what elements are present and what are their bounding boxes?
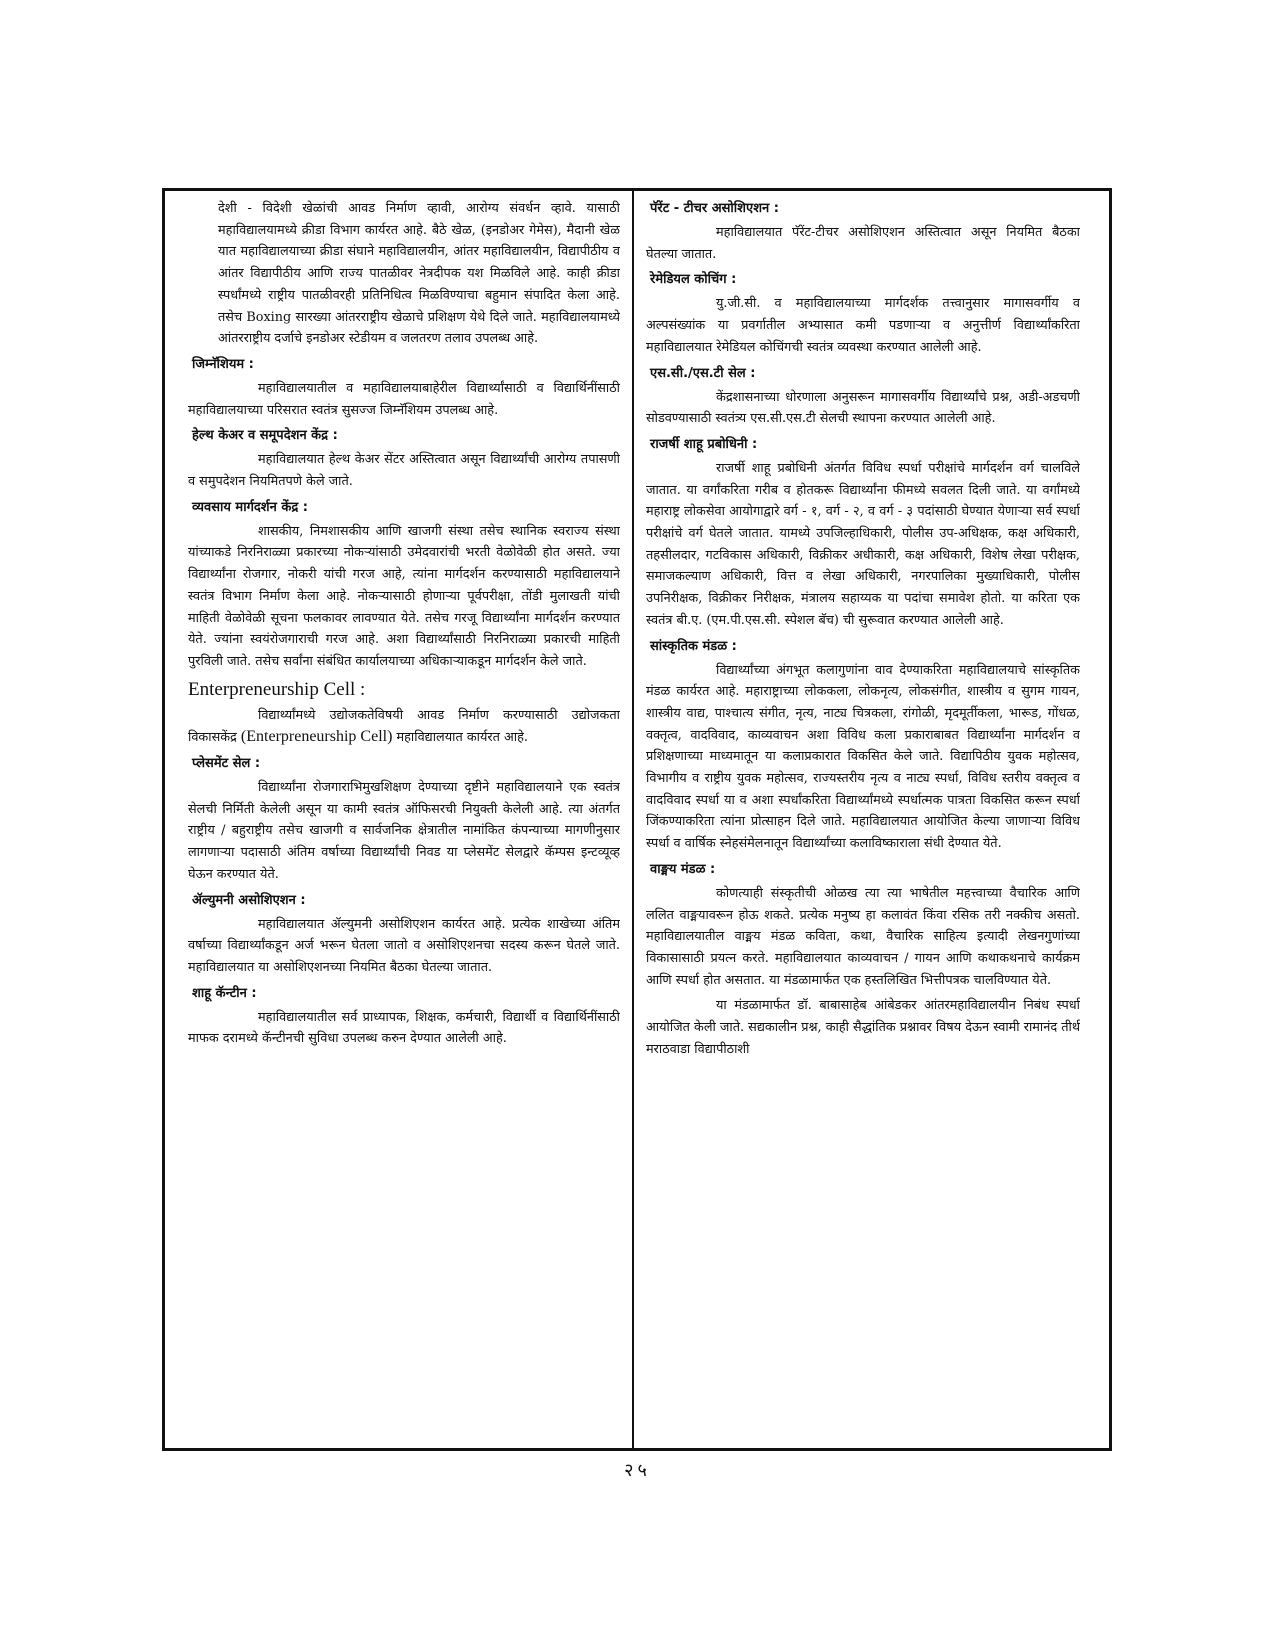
left-column bbox=[188, 198, 620, 1443]
health-care-paragraph: महाविद्यालयात हेल्थ केअर सेंटर अस्तित्वात असून विद्यार्थ्यांची आरोग्य तपासणी व समुपदेशन नियमितपणे केले जाते. bbox=[188, 452, 620, 490]
entrepreneurship-heading: Enterpreneurship Cell : bbox=[188, 678, 366, 700]
right-column bbox=[646, 198, 1080, 1443]
column-divider bbox=[632, 188, 634, 1451]
career-guidance-heading: व्यवसाय मार्गदर्शन केंद्र : bbox=[192, 499, 308, 515]
cultural-board-heading: सांस्कृतिक मंडळ : bbox=[650, 638, 737, 654]
remedial-coaching-heading: रेमेडियल कोचिंग : bbox=[650, 272, 737, 288]
section-sc-st-cell bbox=[646, 363, 1080, 430]
section-remedial-coaching bbox=[646, 269, 1080, 358]
section-gymnasium bbox=[188, 354, 620, 421]
alumni-heading: ॲल्युमनी असोशिएशन : bbox=[192, 892, 306, 908]
section-shahu-prabodhini bbox=[646, 434, 1080, 632]
gymnasium-heading: जिम्नॅशियम : bbox=[192, 356, 254, 372]
page-number: २५ bbox=[624, 1460, 651, 1481]
canteen-heading: शाहू कॅन्टीन : bbox=[192, 985, 257, 1001]
section-parent-teacher bbox=[646, 198, 1080, 265]
section-placement-cell bbox=[188, 753, 620, 886]
entrepreneurship-text-english: (Enterpreneurship Cell) bbox=[240, 728, 393, 746]
section-career-guidance bbox=[188, 497, 620, 673]
entrepreneurship-text-end: महाविद्यालयात कार्यरत आहे. bbox=[392, 730, 528, 746]
shahu-prabodhini-paragraph: राजर्षी शाहू प्रबोधिनी अंतर्गत विविध स्पर्धा परीक्षांचे मार्गदर्शन वर्ग चालविले जातात. या वर्गांकरिता गरीब व होतकरू विद्यार्थ्यांना फीमध्ये सवलत दिली जाते. या वर्गांमध्ये महाराष्ट्र लोकसेवा आयोगाद्वारे वर्ग - १, वर्ग - २, व वर्ग - ३ पदांसाठी घेण्यात येणाऱ्या सर्व स्पर्धा परीक्षांचे वर्ग घेतले जातात. यामध्ये उपजिल्हाधिकारी, पोलीस उप-अधिक्षक, कक्ष अधिकारी, तहसीलदार, गटविकास अधिकारी, विक्रीकर अधीकारी, कक्ष अधिकारी, विशेष लेखा परीक्षक, समाजकल्याण अधिकारी, वित्त व लेखा अधिकारी, नगरपालिका मुख्याधिकारी, पोलीस उपनिरीक्षक, विक्रीकर निरीक्षक, मंत्रालय सहाय्यक या पदांचा समावेश होतो. या करिता एक स्वतंत्र बी.ए. (एम.पी.एस.सी. स्पेशल बॅच) ची सुरूवात करण्यात आलेली आहे. bbox=[646, 460, 1080, 628]
literary-board-paragraph-2: या मंडळामार्फत डॉ. बाबासाहेब आंबेडकर आंतरमहाविद्यालयीन निबंध स्पर्धा आयोजित केली जाते. सद्यकालीन प्रश्न, काही सैद्धांतिक प्रश्नावर विषय देऊन स्वामी रामानंद तीर्थ मराठवाडा विद्यापीठाशी bbox=[646, 998, 1080, 1057]
remedial-coaching-paragraph: यु.जी.सी. व महाविद्यालयाच्या मार्गदर्शक तत्त्वानुसार मागासवर्गीय व अल्पसंख्यांक या प्रवर्गातील अभ्यासात कमी पडणाऱ्या व अनुत्तीर्ण विद्यार्थ्यांकरिता महाविद्यालयात रेमेडियल कोचिंगची स्वतंत्र व्यवस्था करण्यात आलेली आहे. bbox=[646, 296, 1080, 355]
parent-teacher-heading: पॅरेंट - टीचर असोशिएशन : bbox=[650, 201, 779, 216]
literary-board-heading: वाङ्मय मंडळ : bbox=[650, 861, 716, 877]
entrepreneurship-paragraph bbox=[188, 705, 620, 749]
cultural-board-paragraph: विद्यार्थ्यांच्या अंगभूत कलागुणांना वाव देण्याकरिता महाविद्यालयाचे सांस्कृतिक मंडळ कार्यरत आहे. महाराष्ट्राच्या लोककला, लोकनृत्य, लोकसंगीत, शास्त्रीय व सुगम गायन, शास्त्रीय वाद्य, पाश्चात्य संगीत, नृत्य, नाट्य चित्रकला, रांगोळी, मृदमूर्तीकला, भारूड, गोंधळ, वक्तृत्व, वादविवाद, काव्यवाचन अशा विविध कला प्रकाराबाबत विद्यार्थ्यांना मार्गदर्शन व प्रशिक्षणाच्या माध्यमातून या कलाप्रकारात विकसित केले जाते. विद्यापिठीय युवक महोत्सव, विभागीय व राष्ट्रीय युवक महोत्सव, राज्यस्तरीय नृत्य व नाट्य स्पर्धा, विविध स्तरीय वक्तृत्व व वादविवाद स्पर्धा या व अशा स्पर्धांकरिता विद्यार्थ्यांमध्ये स्पर्धात्मक पात्रता विकसित करून स्पर्धा जिंकण्याकरिता त्यांना प्रोत्साहन दिले जाते. महाविद्यालयात आयोजित केल्या जाणाऱ्या विविध स्पर्धा व वार्षिक स्नेहसंमेलनातून विद्यार्थ्यांच्या कलाविष्काराला संधी देण्यात येते. bbox=[646, 662, 1080, 852]
health-care-heading: हेल्थ केअर व समूपदेशन केंद्र : bbox=[192, 428, 338, 444]
canteen-paragraph: महाविद्यालयातील सर्व प्राध्यापक, शिक्षक, कर्मचारी, विद्यार्थी व विद्यार्थिनींसाठी माफक दरामध्ये कॅन्टीनची सुविधा उपलब्ध करुन देण्यात आलेली आहे. bbox=[188, 1009, 620, 1047]
section-canteen bbox=[188, 983, 620, 1050]
shahu-prabodhini-heading: राजर्षी शाहू प्रबोधिनी : bbox=[650, 436, 758, 452]
sports-paragraph: देशी - विदेशी खेळांची आवड निर्माण व्हावी, आरोग्य संवर्धन व्हावे. यासाठी महाविद्यालयामध्ये क्रीडा विभाग कार्यरत आहे. बैठे खेळ, (इनडोअर गेमेस), मैदानी खेळ यात महाविद्यालयाच्या क्रीडा संघाने महाविद्यालयीन, आंतर महाविद्यालयीन, विद्यापीठीय व आंतर विद्यापीठीय आणि राज्य पातळीवर नेत्रदीपक यश मिळविले आहे. काही क्रीडा स्पर्धांमध्ये राष्ट्रीय पातळीवरही प्रतिनिधित्व मिळविण्याचा बहुमान संपादित केला आहे. तसेच Boxing सारख्या आंतरराष्ट्रीय खेळाचे प्रशिक्षण येथे दिले जाते. महाविद्यालयामध्ये आंतरराष्ट्रीय दर्जाचे इनडोअर स्टेडीयम व जलतरण तलाव उपलब्ध आहे. bbox=[218, 201, 620, 347]
section-sports bbox=[188, 198, 620, 350]
parent-teacher-paragraph: महाविद्यालयात पॅरेंट-टीचर असोशिएशन अस्तित्वात असून नियमित बैठका घेतल्या जातात. bbox=[646, 225, 1080, 262]
alumni-paragraph: महाविद्यालयात ॲल्युमनी असोशिएशन कार्यरत आहे. प्रत्येक शाखेच्या अंतिम वर्षाच्या विद्यार्थ्यांकडून अर्ज भरून घेतला जातो व असोशिएशनचा सदस्य करून घेतले जाते. महाविद्यालयात या असोशिएशनच्या नियमित बैठका घेतल्या जातात. bbox=[188, 916, 620, 975]
section-cultural-board bbox=[646, 636, 1080, 855]
gymnasium-paragraph: महाविद्यालयातील व महाविद्यालयाबाहेरील विद्यार्थ्यांसाठी व विद्यार्थिनींसाठी महाविद्यालयाच्या परिसरात स्वतंत्र सुसज्ज जिम्नॅशियम उपलब्ध आहे. bbox=[188, 380, 620, 418]
entrepreneurship-text-start: विद्यार्थ्यांमध्ये उद्योजकतेविषयी आवड निर्माण करण्यासाठी उद्योजकता विकासकेंद्र bbox=[188, 707, 620, 746]
career-guidance-paragraph: शासकीय, निमशासकीय आणि खाजगी संस्था तसेच स्थानिक स्वराज्य संस्था यांच्याकडे निरनिराळ्या प्रकारच्या नोकऱ्यांसाठी उमेदवारांची भरती वेळोवेळी होत असते. ज्या विद्यार्थ्यांना रोजगार, नोकरी यांची गरज आहे, त्यांना मार्गदर्शन करण्यासाठी महाविद्यालयाने स्वतंत्र विभाग निर्माण केला आहे. नोकऱ्यासाठी होणाऱ्या पूर्वपरीक्षा, तोंडी मुलाखती यांची माहिती वेळोवेळी सूचना फलकावर लावण्यात येते. तसेच गरजू विद्यार्थ्यांना मार्गदर्शन करण्यात येते. ज्यांना स्वयंरोजगाराची गरज आहे. अशा विद्यार्थ्यांसाठी निरनिराळ्या प्रकारची माहिती पुरविली जाते. तसेच सर्वांना संबंधित कार्यालयाच्या अधिकाऱ्याकडून मार्गदर्शन केले जाते. bbox=[188, 523, 620, 669]
section-health-care bbox=[188, 425, 620, 492]
placement-cell-heading: प्लेसमेंट सेल : bbox=[192, 756, 261, 772]
sc-st-cell-paragraph: केंद्रशासनाच्या धोरणाला अनुसरून मागासवर्गीय विद्यार्थ्यांचे प्रश्न, अडी-अडचणी सोडवण्यासाठी स्वतंत्र्य एस.सी.एस.टी सेलची स्थापना करण्यात आलेली आहे. bbox=[646, 389, 1080, 427]
section-literary-board bbox=[646, 859, 1080, 1061]
section-alumni bbox=[188, 890, 620, 979]
literary-board-paragraph-1: कोणत्याही संस्कृतीची ओळख त्या त्या भाषेतील महत्त्वाच्या वैचारिक आणि ललित वाङ्मयावरून होऊ शकते. प्रत्येक मनुष्य हा कलावंत किंवा रसिक तरी नक्कीच असतो. महाविद्यालयातील वाङ्मय मंडळ कविता, कथा, वैचारिक साहित्य इत्यादी लेखनगुणांच्या विकासासाठी प्रयत्न करते. महाविद्यालयात काव्यवाचन / गायन आणि कथाकथनाचे कार्यक्रम आणि स्पर्धा होत असतात. या मंडळामार्फत एक हस्तलिखित भित्तीपत्रक चालविण्यात येते. bbox=[646, 885, 1080, 988]
sc-st-cell-heading: एस.सी./एस.टी सेल : bbox=[650, 365, 756, 381]
placement-cell-paragraph: विद्यार्थ्यांना रोजगाराभिमुखशिक्षण देण्याच्या दृष्टीने महाविद्यालयाने एक स्वतंत्र सेलची निर्मिती केलेली असून या कामी स्वतंत्र ऑफिसरची नियुक्ती केलेली आहे. त्या अंतर्गत राष्ट्रीय / बहुराष्ट्रीय तसेच खाजगी व सार्वजनिक क्षेत्रातील नामांकित कंपन्याच्या मागणीनुसार लागणाऱ्या पदासाठी अंतिम वर्षाच्या विद्यार्थ्यांची निवड या प्लेसमेंट सेलद्वारे कॅम्पस इन्टव्यूव्ह घेऊन करण्यात येते. bbox=[188, 780, 620, 882]
section-entrepreneurship bbox=[188, 677, 620, 749]
